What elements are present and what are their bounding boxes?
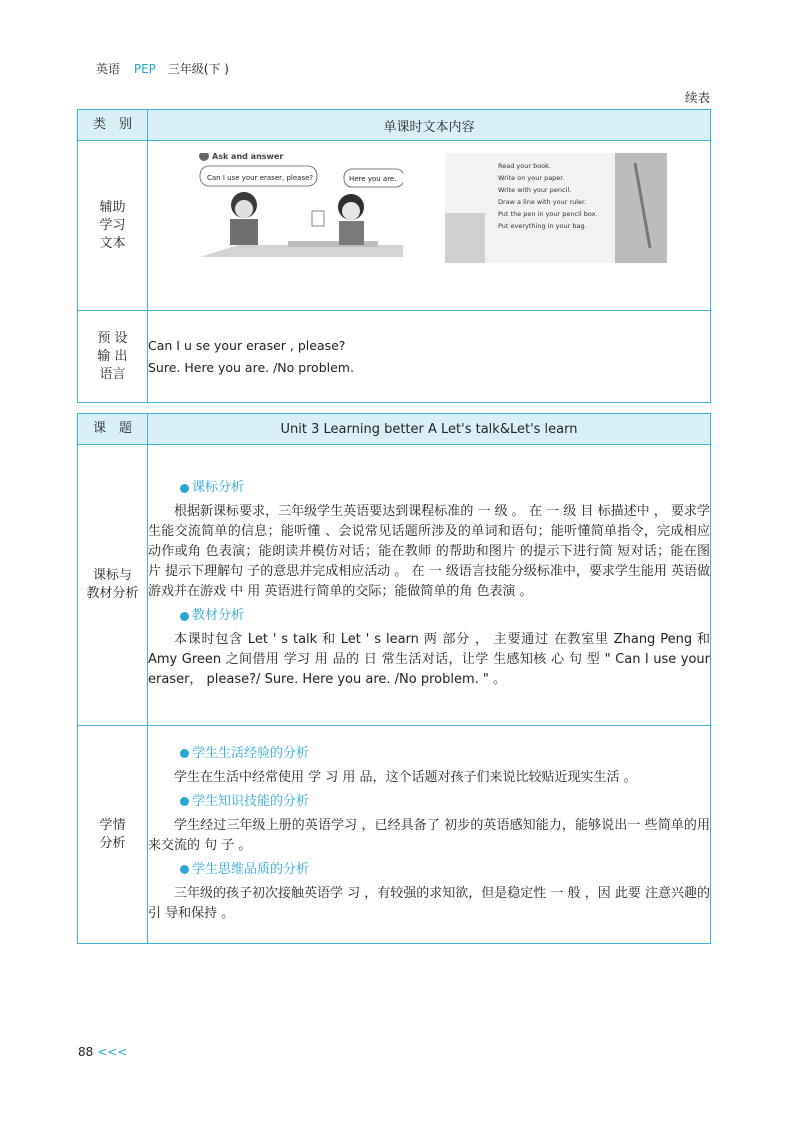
student-analysis-cell xyxy=(148,726,711,944)
bullet-icon xyxy=(180,484,189,493)
grade: 三年级(下 ) xyxy=(167,62,229,76)
lesson-analysis-table xyxy=(77,413,711,944)
section-text: 三年级的孩子初次接触英语学 习 ，有较强的求知欲，但是稳定性 一 般 ，因 此要 注意兴趣的 引 导和保持 。 xyxy=(148,885,710,921)
aux-text-cell xyxy=(148,141,711,311)
section-title: 学生知识技能的分析 xyxy=(180,792,710,812)
girl-speech: Here you are. xyxy=(349,174,397,183)
bullet-icon xyxy=(180,865,189,874)
ask-answer-title: Ask and answer xyxy=(212,152,284,161)
section-text: 学生经过三年级上册的英语学习 ，已经具备了 初步的英语感知能力，能够说出一 些简单的用 来交流的 句 子 。 xyxy=(148,817,710,853)
content-header: 单课时文本内容 xyxy=(148,110,711,141)
subject: 英语 xyxy=(96,62,121,76)
bullet-icon xyxy=(180,797,189,806)
output-language-label: 预 设 输 出 语言 xyxy=(78,311,148,403)
classroom-photo xyxy=(445,153,667,263)
boy-speech: Can I use your eraser, please? xyxy=(207,173,314,182)
lesson-title: Unit 3 Learning better A Let's talk&Let's learn xyxy=(148,414,711,445)
instruction-4: Draw a line with your ruler. xyxy=(498,197,587,206)
continued-label: 续表 xyxy=(684,90,710,105)
curriculum-analysis-cell xyxy=(148,445,711,726)
section-title: 学生思维品质的分析 xyxy=(180,860,710,880)
topic-header: 课 题 xyxy=(78,414,148,445)
curriculum-analysis-label: 课标与 教材分析 xyxy=(78,445,148,726)
student-analysis-label: 学情 分析 xyxy=(78,726,148,944)
instruction-1: Read your book. xyxy=(498,161,551,170)
arrow-decoration: <<< xyxy=(97,1045,128,1059)
instruction-2: Write on your paper. xyxy=(498,173,565,182)
section-title: 教材分析 xyxy=(180,606,710,626)
page-number: 88 xyxy=(78,1045,94,1059)
section-title: 学生生活经验的分析 xyxy=(180,744,710,764)
edition: PEP xyxy=(133,62,156,76)
output-language-cell xyxy=(148,311,711,403)
text-content-table xyxy=(77,109,711,403)
bullet-icon xyxy=(180,612,189,621)
category-header: 类 别 xyxy=(78,110,148,141)
section-text: 学生在生活中经常使用 学 习 用 品，这个话题对孩子们来说比较贴近现实生活 。 xyxy=(174,769,637,785)
page-footer xyxy=(78,1045,127,1059)
aux-text-label: 辅助 学习 文本 xyxy=(78,141,148,311)
bullet-icon xyxy=(180,749,189,758)
instruction-5: Put the pen in your pencil box. xyxy=(498,209,598,218)
output-line-2: Sure. Here you are. /No problem. xyxy=(148,359,354,375)
output-line-1: Can I u se your eraser , please? xyxy=(148,337,346,353)
running-header xyxy=(96,60,229,77)
instruction-6: Put everything in your bag. xyxy=(498,221,587,230)
instruction-3: Write with your pencil. xyxy=(498,185,572,194)
section-text: 本课时包含 Let ' s talk 和 Let ' s learn 两 部分 ， 主要通过 在教室里 Zhang Peng 和 Amy Green 之间借用 学习 用 品的 日 常生活对话，让学 生感知核 心 句 型 " Can I use your eraser， please?/ Sure. Here you are. /No problem. " 。 xyxy=(148,632,710,687)
section-text: 根据新课标要求，三年级学生英语要达到课程标准的 一 级 。 在 一 级 目 标描述中 ， 要求学生能交流简单的信息；能听懂 、会说常见话题所涉及的单词和语句；能听懂简单指令，完成相应动作或角 色表演；能朗读并模仿对话；能在教师 的帮助和图片 的提示下进行简 短对话；能在图 片 提示下理解句 子的意思并完成相应活动 。 在 一 级语言技能分级标准中，要求学生能用 英语做游戏并在游戏 中 用 英语进行简单的交际；能做简单的角 色表演 。 xyxy=(148,504,710,599)
ask-answer-illustration xyxy=(198,153,403,265)
section-title: 课标分析 xyxy=(180,478,710,498)
